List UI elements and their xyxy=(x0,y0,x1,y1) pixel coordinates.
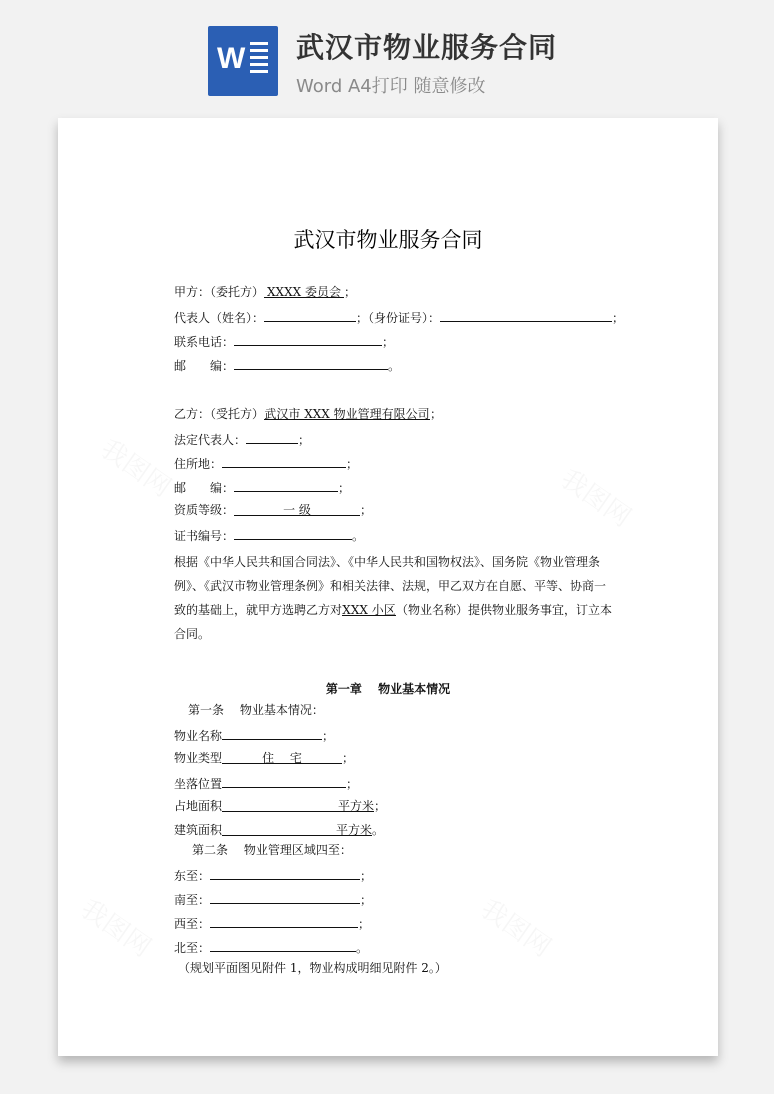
prop-name-label: 物业名称 xyxy=(174,729,223,743)
punct: ； xyxy=(360,503,373,517)
building-area-line xyxy=(174,822,384,838)
qualification-line xyxy=(174,502,372,518)
location-label: 坐落位置 xyxy=(174,777,223,791)
punct: 。 xyxy=(352,529,365,543)
watermark xyxy=(74,889,159,964)
article-heading: 第一条 物业基本情况： xyxy=(188,703,324,717)
watermark xyxy=(94,429,179,504)
postcode-a-field[interactable] xyxy=(234,356,388,370)
property-type-field[interactable]: 住 宅 xyxy=(222,750,342,764)
postcode-b-label: 邮 编： xyxy=(174,481,235,495)
building-area-field[interactable] xyxy=(222,822,372,836)
build-area-label: 建筑面积 xyxy=(174,823,223,837)
phone-line xyxy=(174,332,394,350)
punct: ； xyxy=(346,777,359,791)
location-line xyxy=(174,774,358,792)
postcode-b-field[interactable] xyxy=(234,478,338,492)
punct: 。 xyxy=(372,823,385,837)
word-icon-lines xyxy=(250,42,268,77)
west-label: 西至： xyxy=(174,917,211,931)
paragraph-line: 合同。 xyxy=(174,627,211,641)
party-b-line xyxy=(174,406,442,422)
land-area-line xyxy=(174,798,386,814)
punct: ； xyxy=(382,335,395,349)
location-field[interactable] xyxy=(222,774,346,788)
east-label: 东至： xyxy=(174,869,211,883)
paragraph-line xyxy=(174,602,612,618)
south-field[interactable] xyxy=(210,890,360,904)
postcode-a-label: 邮 编： xyxy=(174,359,235,373)
cert-label: 证书编号： xyxy=(174,529,235,543)
party-a-label: 甲方：（委托方） xyxy=(174,285,265,299)
punct: ； xyxy=(360,869,373,883)
east-line xyxy=(174,866,372,884)
party-b-field[interactable]: 武汉市 XXX 物业管理有限公司 xyxy=(264,407,430,421)
header-banner xyxy=(0,0,774,118)
south-line xyxy=(174,890,372,908)
punct: 。 xyxy=(388,359,401,373)
document-title: 武汉市物业服务合同 xyxy=(293,228,483,252)
land-area-field[interactable] xyxy=(222,798,374,812)
representative-line xyxy=(174,308,624,326)
header-title: 武汉市物业服务合同 xyxy=(296,31,558,64)
east-field[interactable] xyxy=(210,866,360,880)
legal-rep-field[interactable] xyxy=(246,430,298,444)
west-line xyxy=(174,914,370,932)
watermark xyxy=(554,459,639,534)
punct: ； xyxy=(346,457,359,471)
property-name-line xyxy=(174,726,334,744)
property-name-field[interactable] xyxy=(222,726,322,740)
punct: ； xyxy=(430,407,443,421)
punct: ； xyxy=(358,917,371,931)
paragraph-text: 致的基础上，就甲方选聘乙方对 xyxy=(174,603,343,617)
north-line xyxy=(174,938,368,956)
phone-field[interactable] xyxy=(234,332,382,346)
qualification-field[interactable]: 一 级 xyxy=(234,502,360,516)
north-label: 北至： xyxy=(174,941,211,955)
rep-label: 代表人（姓名）： xyxy=(174,311,265,325)
address-label: 住所地： xyxy=(174,457,223,471)
postcode-b-line xyxy=(174,478,350,496)
word-icon-letter: W xyxy=(217,42,246,75)
address-field[interactable] xyxy=(222,454,346,468)
article-heading: 第二条 物业管理区域四至： xyxy=(192,843,352,857)
chapter-heading: 第一章 物业基本情况 xyxy=(325,682,451,696)
paragraph-text: （物业名称）提供物业服务事宜，订立本 xyxy=(396,603,613,617)
postcode-a-line xyxy=(174,356,400,374)
property-name-inline-field[interactable]: XXX 小区 xyxy=(342,603,396,617)
area-unit: 平方米 xyxy=(338,799,375,813)
punct: ； xyxy=(360,893,373,907)
watermark xyxy=(474,889,559,964)
punct: ； xyxy=(612,311,625,325)
attachment-note: （规划平面图见附件 1，物业构成明细见附件 2。） xyxy=(178,961,447,975)
party-a-field[interactable]: XXXX 委员会 xyxy=(264,284,344,298)
party-a-line xyxy=(174,284,356,300)
punct: 。 xyxy=(356,941,369,955)
prop-type-label: 物业类型 xyxy=(174,751,223,765)
punct: ； xyxy=(322,729,335,743)
punct: ； xyxy=(338,481,351,495)
word-icon xyxy=(208,26,278,96)
area-unit: 平方米 xyxy=(336,823,373,837)
punct: ； xyxy=(374,799,387,813)
rep-name-field[interactable] xyxy=(264,308,356,322)
header-subtitle: Word A4打印 随意修改 xyxy=(296,76,486,97)
punct: ； xyxy=(298,433,311,447)
cert-field[interactable] xyxy=(234,526,352,540)
legal-rep-line xyxy=(174,430,310,448)
id-label: ；（身份证号）： xyxy=(356,311,441,325)
qualification-label: 资质等级： xyxy=(174,503,235,517)
phone-label: 联系电话： xyxy=(174,335,235,349)
punct: ； xyxy=(342,751,355,765)
certificate-line xyxy=(174,526,364,544)
punct: ； xyxy=(344,285,357,299)
party-b-label: 乙方：（受托方） xyxy=(174,407,265,421)
property-type-line xyxy=(174,750,354,766)
south-label: 南至： xyxy=(174,893,211,907)
west-field[interactable] xyxy=(210,914,358,928)
paragraph-line: 根据《中华人民共和国合同法》、《中华人民共和国物权法》、国务院《物业管理条 xyxy=(174,555,601,569)
legal-rep-label: 法定代表人： xyxy=(174,433,247,447)
id-number-field[interactable] xyxy=(440,308,612,322)
document-page xyxy=(58,118,718,1056)
paragraph-line: 例》、《武汉市物业管理条例》和相关法律、法规，甲乙双方在自愿、平等、协商一 xyxy=(174,579,607,593)
land-area-label: 占地面积 xyxy=(174,799,223,813)
address-line xyxy=(174,454,358,472)
north-field[interactable] xyxy=(210,938,356,952)
